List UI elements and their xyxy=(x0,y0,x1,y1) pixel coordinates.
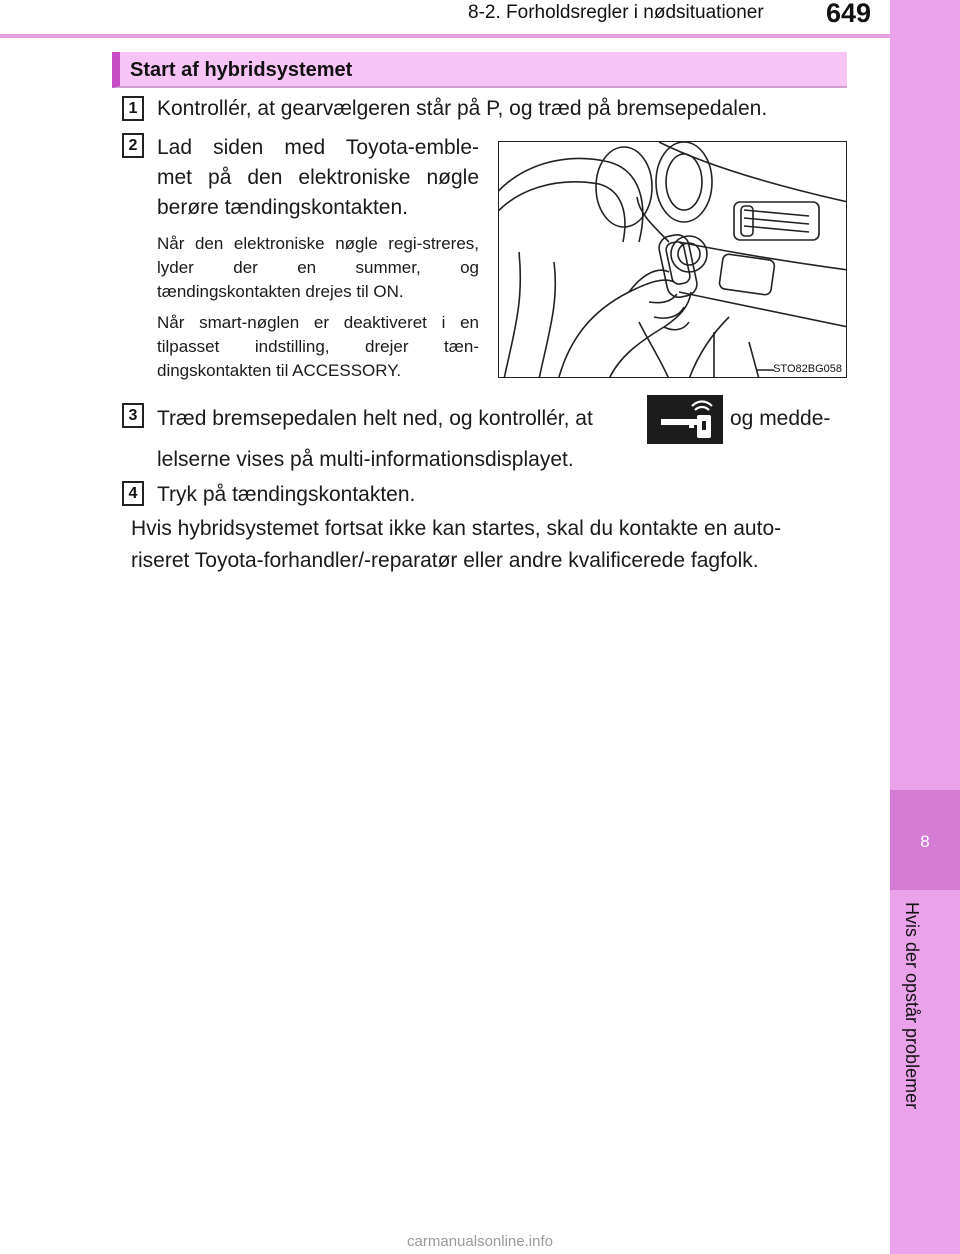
key-indicator-icon xyxy=(647,395,723,444)
chapter-number-tab xyxy=(890,790,960,890)
step-2-note-2: Når smart-nøglen er deaktiveret i en tilpasset indstilling, drejer tæn-dingskontakten til ACCESSORY. xyxy=(157,313,479,380)
page-number: 649 xyxy=(826,0,872,28)
figure-code: STO82BG058 xyxy=(773,363,842,375)
closing-paragraph-line-2: riseret Toyota-forhandler/-reparatør eller andre kvalificerede fagfolk. xyxy=(131,549,759,572)
step-3-text-before-icon: Træd bremsepedalen helt ned, og kontrollér, at xyxy=(157,407,593,430)
closing-paragraph-line-1: Hvis hybridsystemet fortsat ikke kan startes, skal du kontakte en auto- xyxy=(131,517,782,540)
ignition-key-illustration xyxy=(498,141,847,378)
header-divider xyxy=(0,34,890,38)
step-number-3: 3 xyxy=(122,403,144,428)
step-2-line-2: met på den elektroniske nøgle xyxy=(157,166,479,189)
step-3-text-after-icon: og medde- xyxy=(730,407,831,430)
step-number-2: 2 xyxy=(122,133,144,158)
step-3-line-2: lelserne vises på multi-informationsdisplayet. xyxy=(157,448,574,471)
step-1-text: Kontrollér, at gearvælgeren står på P, og træd på bremsepedalen. xyxy=(157,97,768,120)
chapter-heading: 8-2. Forholdsregler i nødsituationer xyxy=(468,2,764,23)
step-number-1: 1 xyxy=(122,96,144,121)
chapter-number: 8 xyxy=(920,832,930,851)
chapter-label: Hvis der opstår problemer xyxy=(902,902,922,1110)
section-title: Start af hybridsystemet xyxy=(130,59,353,81)
step-2-line-1: Lad siden med Toyota-emble- xyxy=(157,136,479,159)
step-4-text: Tryk på tændingskontakten. xyxy=(157,483,416,506)
step-number-4: 4 xyxy=(122,481,144,506)
section-heading-bar xyxy=(112,52,847,88)
watermark: carmanualsonline.info xyxy=(407,1233,553,1250)
step-2-note-1: Når den elektroniske nøgle regi-streres, lyder der en summer, og tændingskontakten drejes til ON. xyxy=(157,234,479,301)
step-2-line-3: berøre tændingskontakten. xyxy=(157,196,408,219)
hand-holding-key-illustration xyxy=(499,142,847,378)
